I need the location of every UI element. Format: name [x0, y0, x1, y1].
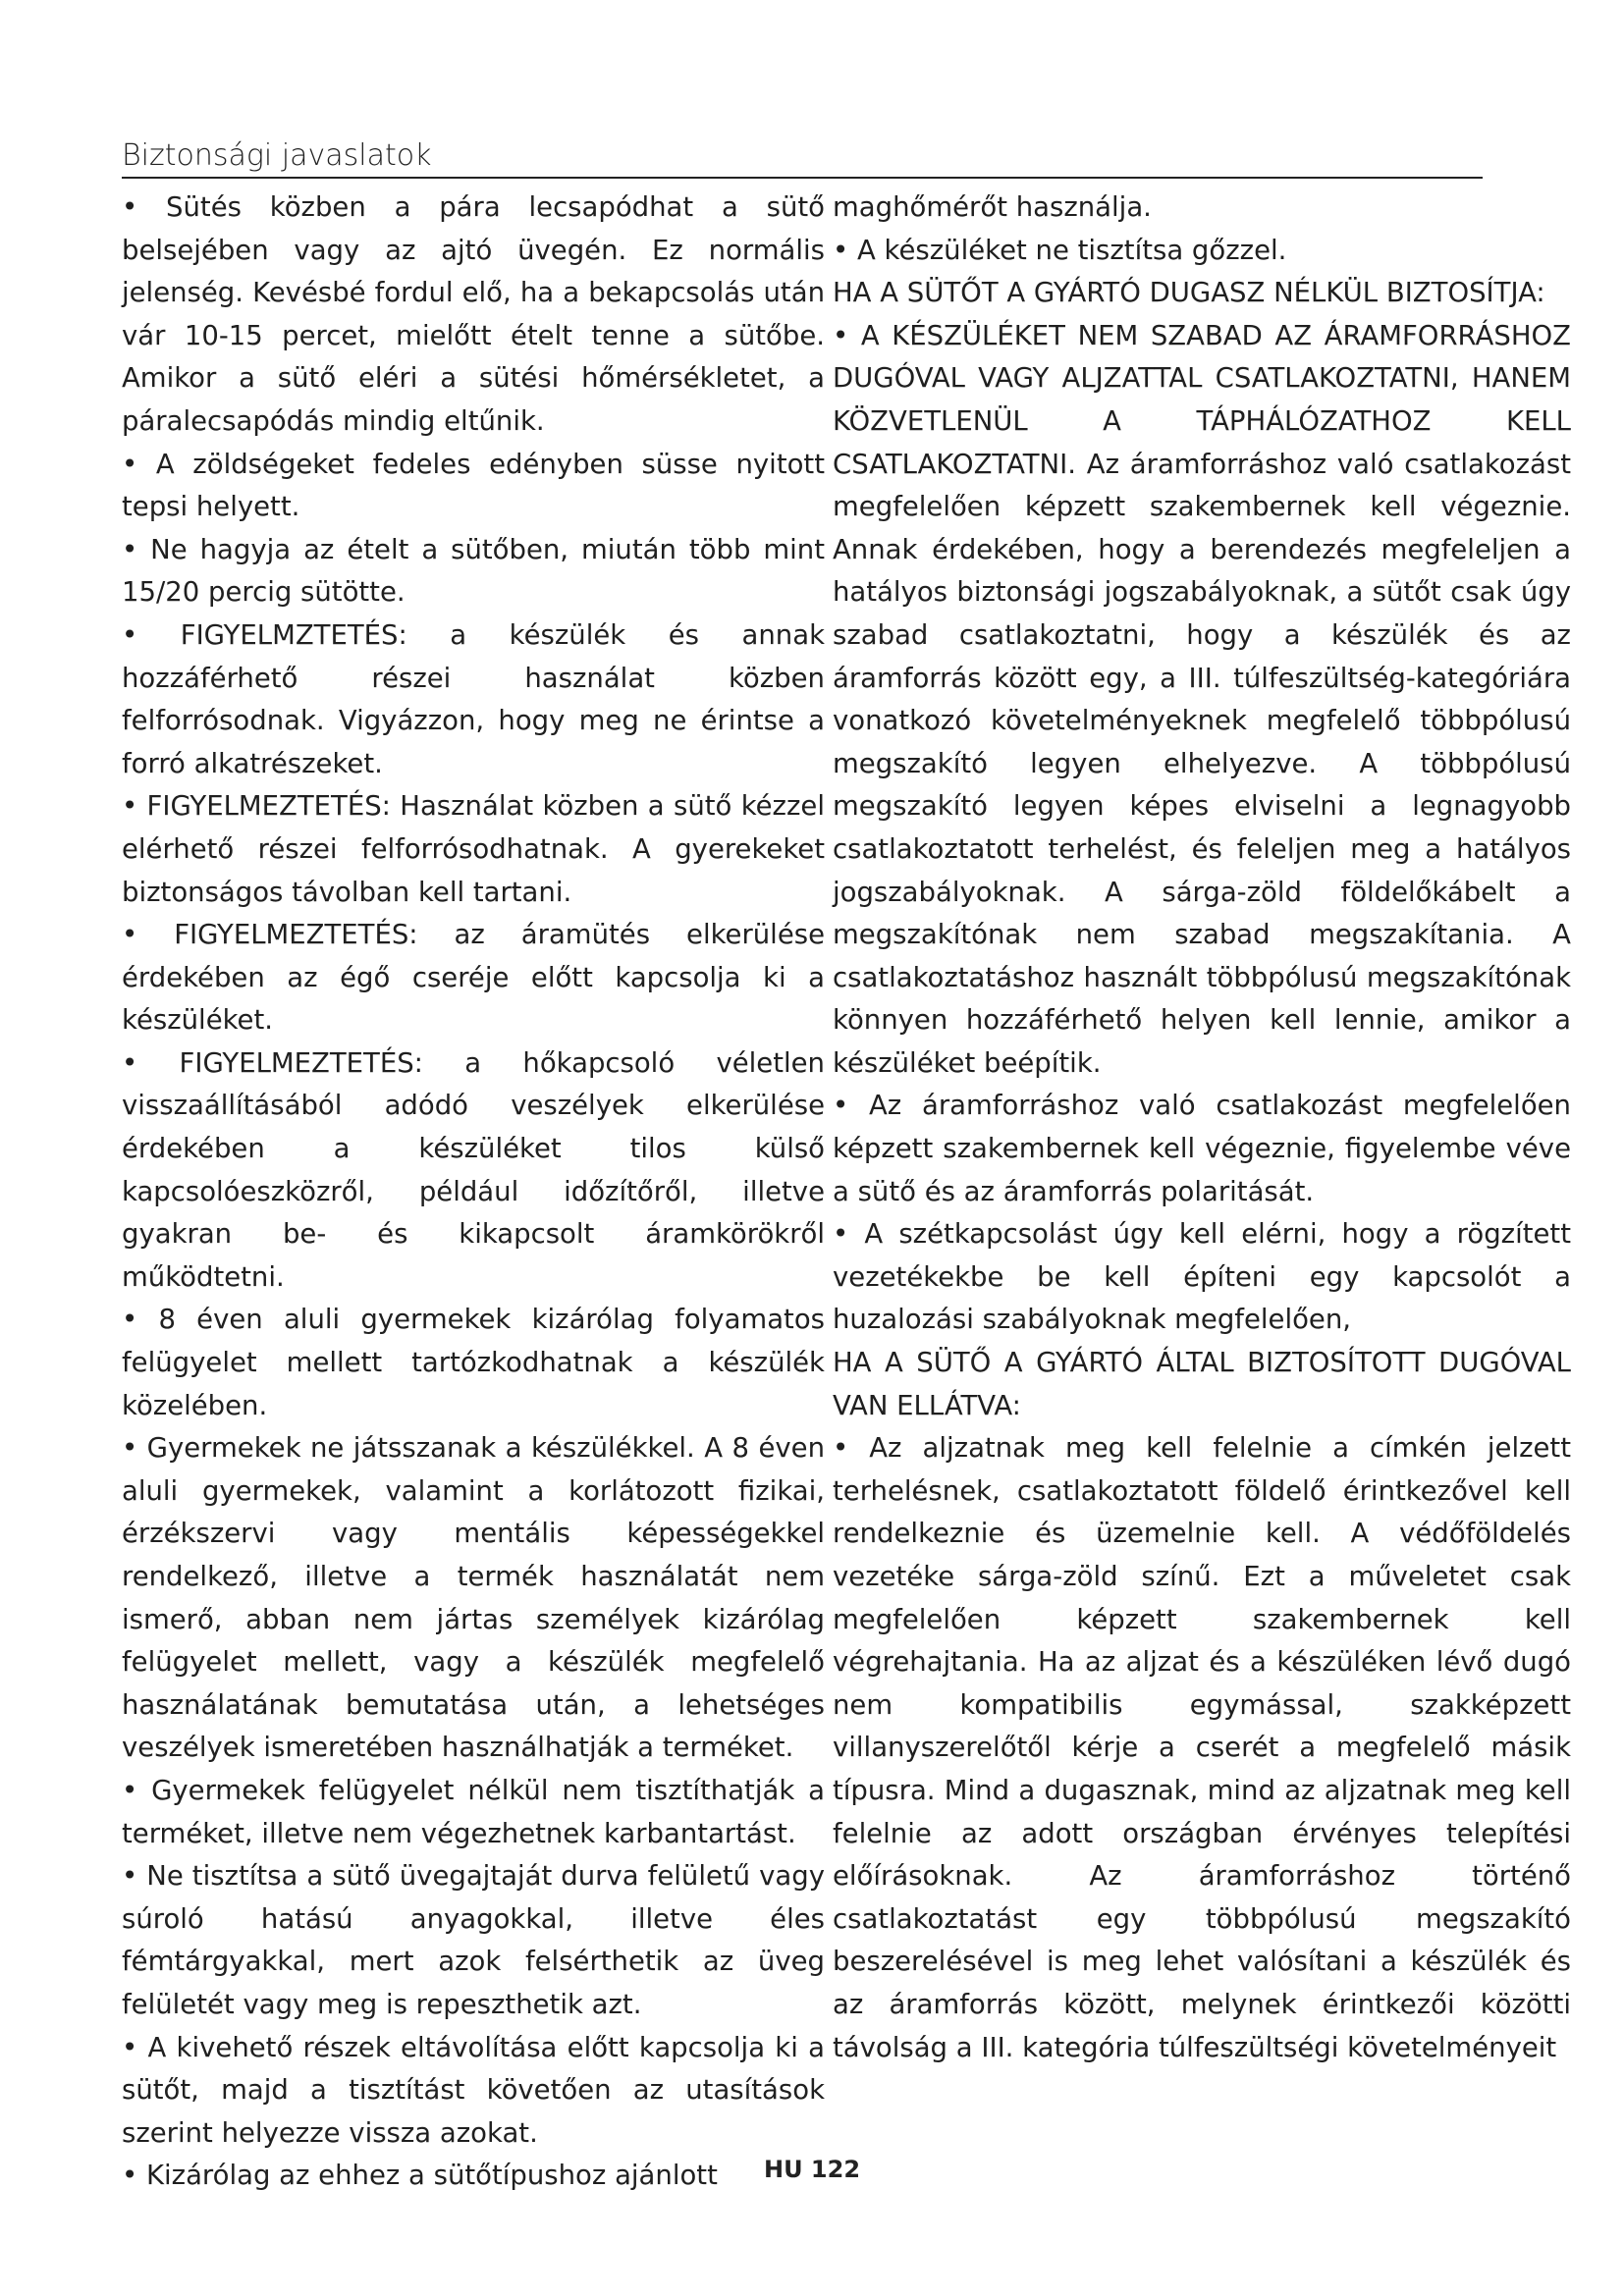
paragraph-disconnection: • A szétkapcsolást úgy kell elérni, hogy a rögzített vezetékekbe be kell építeni egy kapcsolót a huzalozási szabályoknak megfelelően,	[833, 1218, 1571, 1336]
paragraph-children-under-8: • 8 éven aluli gyermekek kizárólag folyamatos felügyelet mellett tartózkodhatnak a készülék közelében.	[122, 1304, 825, 1421]
paragraph-leave-food: • Ne hagyja az ételt a sütőben, miután több mint 15/20 percig sütötte.	[122, 533, 825, 609]
paragraph-glass-cleaning: • Ne tisztítsa a sütő üvegajtaját durva felületű vagy súroló hatású anyagokkal, illetve éles fémtárgyakkal, mert azok felsérthetik az üveg felületét vagy meg is repeszthetik azt.	[122, 1860, 825, 2020]
right-column	[833, 187, 1571, 2069]
paragraph-warning-bulb: • FIGYELMEZTETÉS: az áramütés elkerülése érdekében az égő cseréje előtt kapcsolja ki a készüléket.	[122, 919, 825, 1037]
page-number: HU 122	[763, 2156, 861, 2183]
paragraph-condensation: • Sütés közben a pára lecsapódhat a sütő belsejében vagy az ajtó üvegén. Ez normális jelenség. Kevésbé fordul elő, ha a bekapcsolás után vár 10-15 percet, mielőtt ételt tenne a sütőbe. Amikor a sütő eléri a sütési hőmérsékletet, a páralecsapódás mindig eltűnik.	[122, 191, 825, 437]
paragraph-warning-thermal-cutout: • FIGYELMEZTETÉS: a hőkapcsoló véletlen visszaállításából adódó veszélyek elkerülése érdekében a készüléket tilos külső kapcsolóeszközről, például időzítőről, illetve gyakran be- és kikapcsolt áramkörökről működtetni.	[122, 1046, 825, 1293]
paragraph-direct-connection: • A KÉSZÜLÉKET NEM SZABAD AZ ÁRAMFORRÁSHOZ DUGÓVAL VAGY ALJZATTAL CSATLAKOZTATNI, HANEM KÖZVETLENÜL A TÁPHÁLÓZATHOZ KELL CSATLAKOZTATNI. Az áramforráshoz való csatlakozást megfelelően képzett szakembernek kell végeznie. Annak érdekében, hogy a berendezés megfeleljen a hatályos biztonsági jogszabályoknak, a sütőt csak úgy szabad csatlakoztatni, hogy a készülék és az áramforrás között egy, a III. túlfeszültség-kategóriára vonatkozó követelményeknek megfelelő többpólusú megszakító legyen elhelyezve. A többpólusú megszakító legyen képes elviselni a legnagyobb csatlakoztatott terhelést, és feleljen meg a hatályos jogszabályoknak. A sárga-zöld földelőkábelt a megszakítónak nem szabad megszakítania. A csatlakoztatáshoz használt többpólusú megszakítónak könnyen hozzáférhető helyen kell lennie, amikor a készüléket beépítik.	[833, 319, 1571, 1079]
paragraph-removable-parts: • A kivehető részek eltávolítása előtt kapcsolja ki a sütőt, majd a tisztítást követően az utasítások szerint helyezze vissza azokat.	[122, 2031, 825, 2149]
paragraph-warning-children-distance: • FIGYELMEZTETÉS: Használat közben a sütő kézzel elérhető részei felforrósodhatnak. A gyerekeket biztonságos távolban kell tartani.	[122, 790, 825, 908]
paragraph-children-play: • Gyermekek ne játsszanak a készülékkel. A 8 éven aluli gyermekek, valamint a korlátozott fizikai, érzékszervi vagy mentális képességekkel rendelkező, illetve a termék használatát nem ismerő, abban nem jártas személyek kizárólag felügyelet mellett, vagy a készülék megfelelő használatának bemutatása után, a lehetséges veszélyek ismeretében használhatják a terméket.	[122, 1432, 825, 1764]
paragraph-warning-hot-parts: • FIGYELMZTETÉS: a készülék és annak hozzáférhető részei használat közben felforrósodnak. Vigyázzon, hogy meg ne érintse a forró alkatrészeket.	[122, 618, 825, 779]
page-title: Biztonsági javaslatok	[122, 137, 1483, 179]
paragraph-thermometer-start: • Kizárólag az ehhez a sütőtípushoz ajánlott	[122, 2160, 718, 2192]
paragraph-vegetables: • A zöldségeket fedeles edényben süsse nyitott tepsi helyett.	[122, 448, 825, 523]
left-column	[122, 187, 825, 2198]
heading-no-plug: HA A SÜTŐT A GYÁRTÓ DUGASZ NÉLKÜL BIZTOSÍTJA:	[833, 277, 1545, 309]
paragraph-thermometer-end: maghőmérőt használja.	[833, 191, 1152, 223]
heading-with-plug: HA A SÜTŐ A GYÁRTÓ ÁLTAL BIZTOSÍTOTT DUGÓVAL VAN ELLÁTVA:	[833, 1347, 1571, 1421]
paragraph-polarity: • Az áramforráshoz való csatlakozást megfelelően képzett szakembernek kell végeznie, figyelembe véve a sütő és az áramforrás polaritását.	[833, 1090, 1571, 1207]
paragraph-socket: • Az aljzatnak meg kell felelnie a címkén jelzett terhelésnek, csatlakoztatott földelő érintkezővel kell rendelkeznie és üzemelnie kell. A védőföldelés vezetéke sárga-zöld színű. Ezt a műveletet csak megfelelően képzett szakembernek kell végrehajtania. Ha az aljzat és a készüléken lévő dugó nem kompatibilis egymással, szakképzett villanyszerelőtől kérje a cserét a megfelelő másik típusra. Mind a dugasznak, mind az aljzatnak meg kell felelnie az adott országban érvényes telepítési előírásoknak. Az áramforráshoz történő csatlakoztatást egy többpólusú megszakító beszerelésével is meg lehet valósítani a készülék és az áramforrás között, melynek érintkezői közötti távolság a III. kategória túlfeszültségi követelményeit	[833, 1432, 1571, 2063]
paragraph-steam: • A készüléket ne tisztítsa gőzzel.	[833, 234, 1287, 266]
paragraph-children-cleaning: • Gyermekek felügyelet nélkül nem tisztíthatják a terméket, illetve nem végezhetnek karbantartást.	[122, 1774, 825, 1849]
